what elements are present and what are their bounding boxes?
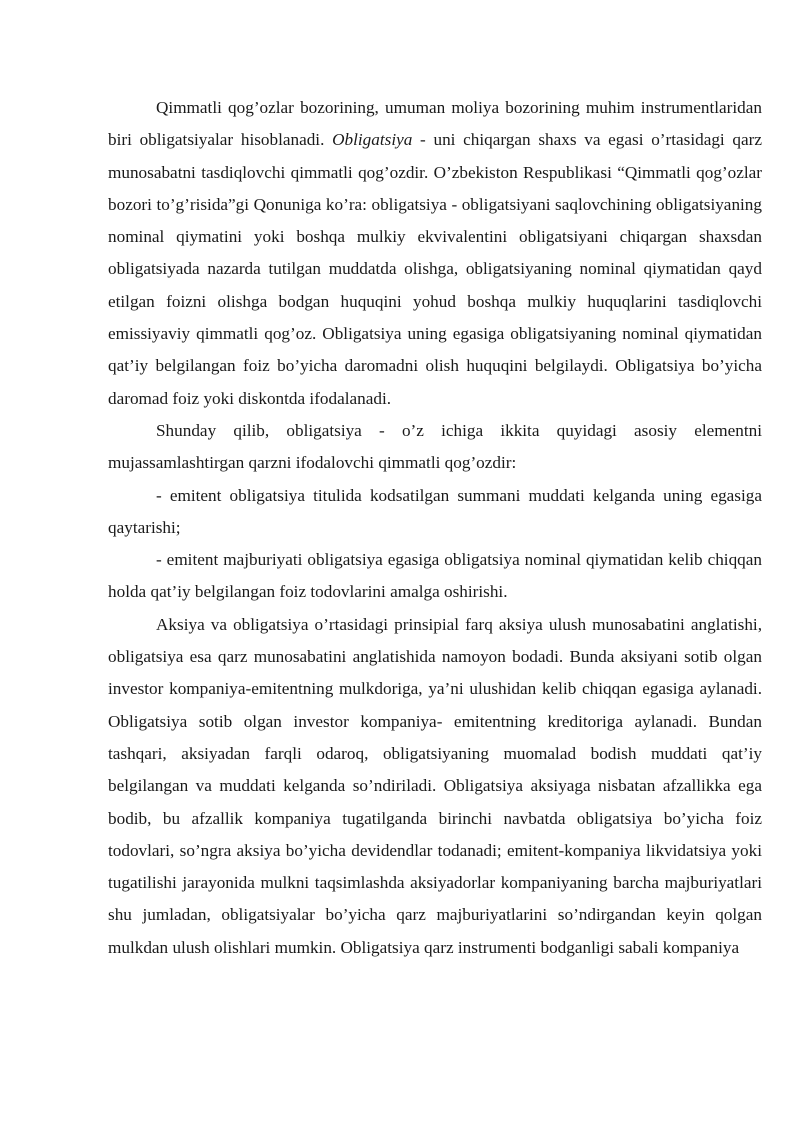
paragraph-text: Qimmatli qog’ozlar bozorining, umuman moliya bozorining muhim instrumentlaridan biri obligatsiyalar hisoblanadi. [108, 98, 762, 150]
paragraph-text: - uni chiqargan shaxs va egasi o’rtasidagi qarz munosabatni tasdiqlovchi qimmatli qog’ozdir. O’zbekiston Respublikasi “Qimmatli qog’ozlar bozori to’g’risida”gi Qonuniga ko’ra: obligatsiya - obligatsiyani saqlovchining obligatsiyaning nominal qiymatini yoki boshqa mulkiy ekvivalentini obligatsiyani chiqargan shaxsdan obligatsiyada nazarda tutilgan muddatda olishga, obligatsiyaning nominal qiymatidan qayd etilgan foizni olishga bodgan huquqini yohud boshqa mulkiy huquqlarini tasdiqlovchi emissiyaviy qimmatli qog’oz. Obligatsiya uning egasiga obligatsiyaning nominal qiymatidan qat’iy belgilangan foiz bo’yicha daromadni olish huquqini belgilaydi. Obligatsiya bo’yicha daromad foiz yoki diskontda ifodalanadi. [108, 130, 762, 408]
list-item-interest: - emitent majburiyati obligatsiya egasiga obligatsiya nominal qiymatidan kelib chiqqan holda qat’iy belgilangan foiz todovlarini amalga oshirishi. [108, 550, 762, 602]
paragraph-obligation-definition [108, 92, 762, 415]
document-body [108, 92, 762, 964]
defined-term: Obligatsiya [332, 130, 413, 150]
paragraph-elements-intro: Shunday qilib, obligatsiya - o’z ichiga ikkita quyidagi asosiy elementni mujassamlashtirgan qarzni ifodalovchi qimmatli qog’ozdir: [108, 420, 762, 473]
list-item-repayment: - emitent obligatsiya titulida kodsatilgan summani muddati kelganda uning egasiga qaytarishi; [108, 485, 762, 537]
paragraph-share-vs-bond: Aksiya va obligatsiya o’rtasidagi prinsipial farq aksiya ulush munosabatini anglatishi, obligatsiya esa qarz munosabatini anglatishida namoyon bodadi. Bunda aksiyani sotib olgan investor kompaniya-emitentning mulkdoriga, ya’ni ulushidan kelib chiqqan egasiga aylanadi. Obligatsiya sotib olgan investor kompaniya- emitentning kreditoriga aylanadi. Bundan tashqari, aksiyadan farqli odaroq, obligatsiyaning muomalad bodish muddati qat’iy belgilangan va muddati kelganda so’ndiriladi. Obligatsiya aksiyaga nisbatan afzallikka ega bodib, bu afzallik kompaniya tugatilganda birinchi navbatda obligatsiya bo’yicha foiz todovlari, so’ngra aksiya bo’yicha devidendlar todanadi; emitent-kompaniya likvidatsiya yoki tugatilishi jarayonida mulkni taqsimlashda aksiyadorlar kompaniyaning barcha majburiyatlari shu jumladan, obligatsiyalar bo’yicha qarz majburiyatlarini so’ndirgandan keyin qolgan mulkdan ulush olishlari mumkin. Obligatsiya qarz instrumenti bodganligi sabali kompaniya [108, 614, 762, 957]
